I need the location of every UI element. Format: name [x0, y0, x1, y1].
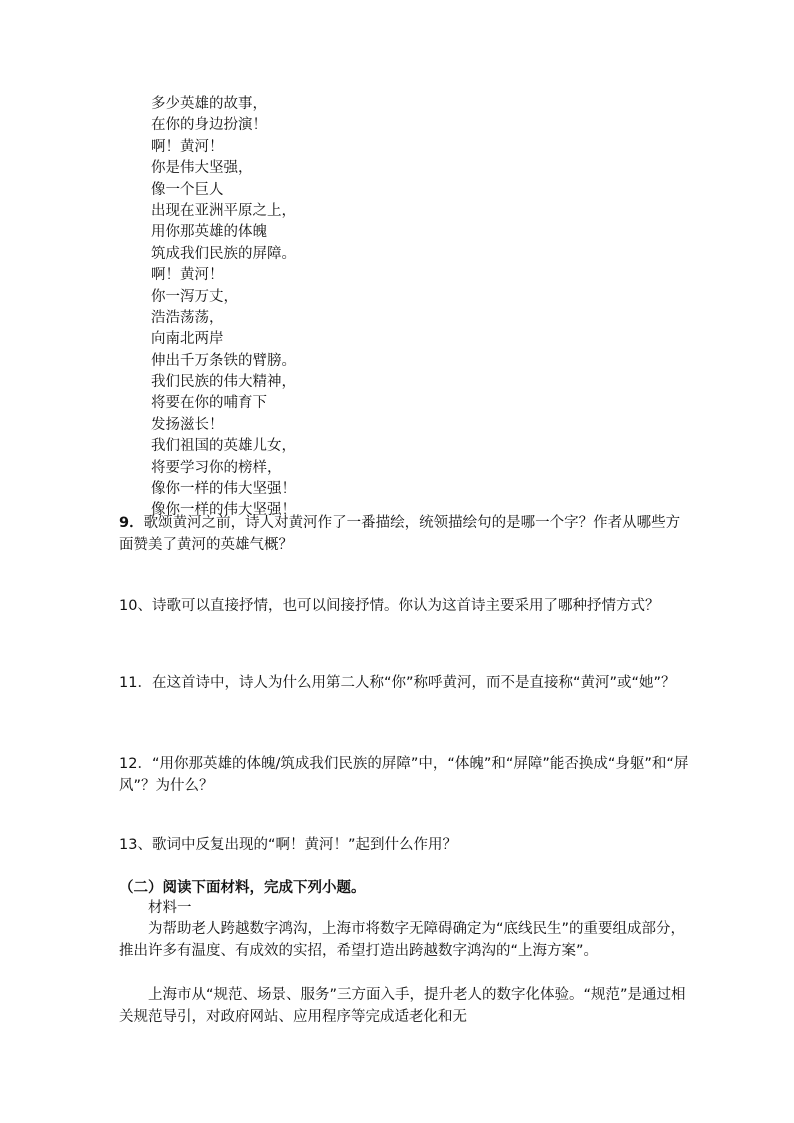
poem-line: 将要在你的哺育下	[151, 395, 267, 412]
section-heading: （二）阅读下面材料，完成下列小题。	[119, 880, 366, 896]
material-paragraph-2: 上海市从“规范、场景、服务”三方面入手，提升老人的数字化体验。“规范”是通过相关规范导引，对政府网站、应用程序等完成适老化和无	[119, 987, 686, 1025]
question-text: 诗歌可以直接抒情，也可以间接抒情。你认为这首诗主要采用了哪种抒情方式？	[151, 598, 660, 614]
poem-line: 用你那英雄的体魄	[151, 224, 267, 241]
poem-line: 你是伟大坚强，	[151, 160, 253, 177]
question-number: 12．	[119, 756, 152, 772]
question-text: 歌颂黄河之前，诗人对黄河作了一番描绘，统领描绘句的是哪一个字？作者从哪些方面赞美了黄河的英雄气概？	[119, 515, 681, 553]
poem-line: 向南北两岸	[151, 331, 224, 348]
poem-line: 啊！黄河！	[151, 138, 224, 155]
question-text: 歌词中反复出现的“啊！黄河！”起到什么作用？	[151, 837, 457, 853]
poem-line: 在你的身边扮演！	[151, 117, 267, 134]
question-number: 13、	[119, 837, 152, 853]
poem-line: 我们民族的伟大精神，	[151, 374, 296, 391]
question-text: 在这首诗中，诗人为什么用第二人称“你”称呼黄河，而不是直接称“黄河”或“她”？	[151, 675, 676, 691]
poem	[151, 94, 296, 522]
material-paragraph-1: 为帮助老人跨越数字鸿沟，上海市将数字无障碍确定为“底线民生”的重要组成部分，推出许多有温度、有成效的实招，希望打造出跨越数字鸿沟的“上海方案”。	[119, 921, 686, 959]
poem-line: 将要学习你的榜样，	[151, 459, 282, 476]
material-title: 材料一	[148, 900, 192, 916]
question-text: “用你那英雄的体魄/筑成我们民族的屏障”中，“体魄”和“屏障”能否换成“身躯”和“屏风”？为什么？	[119, 756, 689, 794]
question-9	[119, 512, 689, 556]
poem-line: 伸出千万条铁的臂膀。	[151, 352, 296, 369]
poem-line: 筑成我们民族的屏障。	[151, 245, 296, 262]
poem-line: 发扬滋长！	[151, 416, 224, 433]
question-13	[119, 834, 689, 856]
poem-line: 像一个巨人	[151, 181, 224, 198]
poem-line: 像你一样的伟大坚强！	[151, 502, 296, 519]
question-number: 10、	[119, 598, 152, 614]
poem-line: 浩浩荡荡，	[151, 309, 224, 326]
poem-line: 像你一样的伟大坚强！	[151, 481, 296, 498]
poem-line: 多少英雄的故事，	[151, 96, 267, 112]
question-number: 9．	[119, 515, 144, 531]
poem-line: 你一泻万丈，	[151, 288, 238, 305]
question-number: 11．	[119, 675, 152, 691]
poem-line: 我们祖国的英雄儿女，	[151, 438, 296, 455]
question-10	[119, 595, 689, 617]
question-12	[119, 753, 689, 797]
question-11	[119, 672, 689, 694]
poem-line: 啊！黄河！	[151, 267, 224, 284]
poem-line: 出现在亚洲平原之上，	[151, 202, 296, 219]
